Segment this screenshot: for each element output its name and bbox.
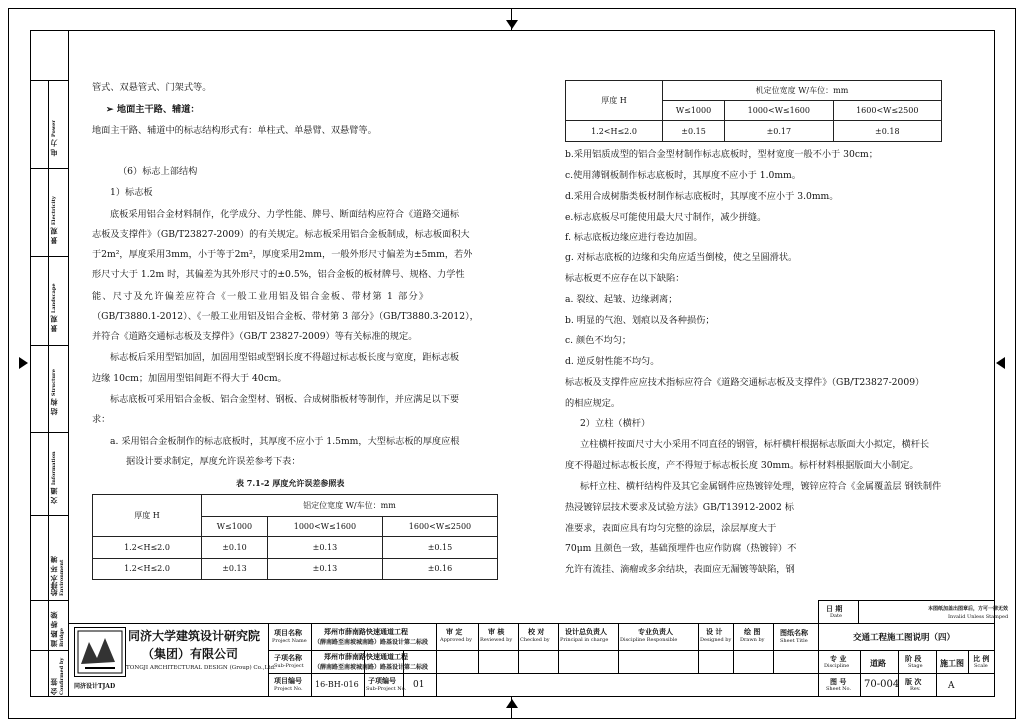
table-cell: ±0.15 <box>382 537 497 559</box>
table-cell: ±0.13 <box>267 537 382 559</box>
role-discipline: 专业负责人 <box>638 627 673 636</box>
rev-label-en: Rev. <box>910 686 921 692</box>
stamp-note: 本图纸加盖出图章后，方可一律无效 <box>928 606 1009 612</box>
table-col-header: W≤1000 <box>202 517 268 537</box>
right-line: 70μm 且颜色一致，基础预埋件也应作防腐（热镀锌）不 <box>565 543 797 554</box>
side-label-bridge <box>50 603 66 647</box>
side-label-landscape <box>50 272 58 332</box>
role-designed-en: Designed by <box>700 637 732 643</box>
sidebar-row-line <box>30 650 68 651</box>
title-block-line <box>268 623 269 696</box>
title-block-line <box>936 650 937 696</box>
scale-label-en: Scale <box>974 663 988 669</box>
table-cell: ±0.17 <box>725 121 833 142</box>
table-cell: ±0.13 <box>267 558 382 580</box>
sub-project-label: 子项名称 <box>274 653 302 662</box>
title-block-line <box>968 650 969 673</box>
discipline: 道路 <box>870 658 886 668</box>
company-name-cn-2: （集团）有限公司 <box>142 647 239 661</box>
side-label-en: Information <box>51 451 57 486</box>
side-label-cn: 结 构 <box>49 398 58 415</box>
table-group-header: 机定位宽度 W/车位：mm <box>663 81 942 101</box>
title-block-line <box>436 673 818 674</box>
side-label-cn: 道 路 桥 梁 <box>49 611 58 647</box>
table-cell: ±0.10 <box>202 537 268 559</box>
role-principal-en: Principal in charge <box>560 637 609 643</box>
side-label-cn: 给排水 环 境 <box>49 556 58 596</box>
side-label-cn: 交 通 <box>49 487 58 504</box>
table-col-header: 1600<W≤2500 <box>382 517 497 537</box>
side-label-cn: 电 力 <box>49 139 58 156</box>
table-col-header: 厚度 H <box>93 495 202 537</box>
left-line: 管式、双悬管式、门架式等。 <box>92 82 212 93</box>
table-caption: 表 7.1-2 厚度允许误差参照表 <box>236 478 345 488</box>
side-label-confirmed <box>50 653 66 695</box>
table-col-header: 1600<W≤2500 <box>833 101 941 121</box>
right-line: c.使用薄钢板制作标志底板时，其厚度不应小于 1.0mm。 <box>565 170 801 181</box>
title-block-line <box>733 623 734 673</box>
table-cell: ±0.16 <box>382 558 497 580</box>
table-row <box>566 121 942 142</box>
discipline-label-en: Discipline <box>824 663 850 669</box>
table-row <box>93 558 498 580</box>
sheet-title: 交通工程施工图说明（四） <box>853 633 956 643</box>
table-cell: ±0.13 <box>202 558 268 580</box>
right-line: e.标志底板尽可能使用最大尺寸制作，减少拼缝。 <box>565 212 767 223</box>
role-drawn: 绘 图 <box>744 627 761 636</box>
right-line: a. 裂纹、起皱、边缘剥离； <box>565 294 678 305</box>
left-line: a. 采用铝合金板制作的标志底板时，其厚度不应小于 1.5mm，大型标志板的厚度应根 <box>110 436 460 447</box>
rev: A <box>948 681 955 691</box>
sub-no: 01 <box>413 680 425 690</box>
logo-mark-icon <box>75 628 125 676</box>
title-block-line <box>436 623 437 696</box>
left-center-arrow-icon <box>19 357 28 369</box>
title-block-line <box>311 623 312 696</box>
role-approved-en: Approved by <box>440 637 473 643</box>
table-col-header: 1000<W≤1600 <box>725 101 833 121</box>
project-no-label-en: Project No. <box>274 686 303 692</box>
right-line: 度不得超过标志板长度，产不得短于标志板长度 30mm。标杆材料根据版面大小制定。 <box>565 460 919 471</box>
bottom-center-arrow-icon <box>506 699 518 708</box>
project-name-label-en: Project Name <box>272 638 307 644</box>
role-checked-en: Checked by <box>520 637 550 643</box>
role-drawn-en: Drawn by <box>740 637 765 643</box>
company-name-en: TONGJI ARCHITECTURAL DESIGN (Group) Co.,Ltd. <box>126 665 276 671</box>
left-line: 于2m²，厚度采用3mm，小于等于2m²，厚度采用2mm，一般外形尺寸偏差为±5mm，若外 <box>92 249 473 260</box>
title-block-line <box>773 623 774 673</box>
right-line: d.采用合成树脂类板材制作标志底板时，其厚度不应小于 3.0mm。 <box>565 191 839 202</box>
side-label-en: Confirmed by <box>59 657 65 695</box>
right-line: c. 颜色不均匀； <box>565 335 632 346</box>
sub-project-name-2: （薛南路至南坡城南路）路基设计第二标段 <box>314 664 429 671</box>
side-label-cn: 会 签 <box>49 678 58 695</box>
title-block-top-line <box>818 600 995 601</box>
role-principal: 设计总负责人 <box>565 627 607 636</box>
sidebar-row-line <box>30 515 68 516</box>
left-line: 标志底板可采用铝合金板、铝合金型材、钢板、合成树脂板材等制作，并应满足以下要 <box>110 394 460 405</box>
left-line: （GB/T3880.1-2012）、《一般工业用铝及铝合金板、带材第 3 部分》（GB/T3880.3-2012）， <box>92 311 479 322</box>
sidebar-row-line <box>30 345 68 346</box>
right-line: 允许有流挂、滴瘤或多余结块，表面应无漏镀等缺陷，钢 <box>565 564 795 575</box>
title-block-line <box>860 650 861 696</box>
title-block-line <box>618 623 619 673</box>
title-block-line <box>698 623 699 673</box>
top-center-arrow-icon <box>506 20 518 29</box>
role-reviewed-en: Reviewed by <box>480 637 513 643</box>
sheet-no: 70-004 <box>864 679 900 690</box>
right-line: 立柱横杆按面尺寸大小采用不同直径的钢管，标杆横杆根据标志版面大小拟定，横杆长 <box>580 439 930 450</box>
right-line: 准要求，表面应具有均匀完整的涂层，涂层厚度大于 <box>565 523 777 534</box>
rev-label: 版 次 <box>905 677 922 686</box>
table-group-header: 铝定位宽度 W/车位：mm <box>202 495 498 517</box>
project-no-label: 项目编号 <box>274 676 302 685</box>
sidebar-mid-line <box>48 80 49 697</box>
thickness-tolerance-table-right <box>565 80 942 142</box>
sub-project-label-en: Sub-Project <box>274 663 304 669</box>
title-block-line <box>68 696 995 697</box>
date-label-en: Date <box>830 613 842 619</box>
table-row <box>93 537 498 559</box>
title-block-line <box>558 623 559 673</box>
sidebar-row-line <box>30 168 68 169</box>
project-name: 郑州市薛南路快速通道工程 <box>324 627 408 636</box>
table-col-header: 1000<W≤1600 <box>267 517 382 537</box>
side-label-en: Power <box>51 120 57 138</box>
company-logo <box>74 627 126 677</box>
title-block-line <box>478 623 479 673</box>
subsection-heading: 1）标志板 <box>110 187 153 198</box>
right-line: b. 明显的气泡、划痕以及各种损伤； <box>565 315 715 326</box>
top-tick <box>511 8 512 30</box>
sheet-title-label-en: Sheet Title <box>780 638 808 644</box>
title-block-line <box>518 623 519 673</box>
subsection-heading: 2）立柱（横杆） <box>580 418 651 429</box>
stage: 施工图 <box>940 658 964 668</box>
sidebar-top-line <box>30 80 68 81</box>
sidebar-row-line <box>30 432 68 433</box>
left-line: 标志板后采用型铝加固，加固用型铝或型钢长度不得超过标志板长度与宽度，距标志板 <box>110 352 460 363</box>
sheet-title-label: 图纸名称 <box>780 628 808 637</box>
right-line: 的相应规定。 <box>565 398 621 409</box>
table-cell: ±0.15 <box>663 121 725 142</box>
title-block <box>68 600 1009 697</box>
title-block-line <box>858 600 859 623</box>
side-label-information <box>50 440 58 504</box>
sheet-no-label: 图 号 <box>830 677 847 686</box>
project-name-label: 项目名称 <box>274 628 302 637</box>
table-cell: ±0.18 <box>833 121 941 142</box>
left-line: 志板及支撑件》（GB/T23827-2009）的有关规定。标志板采用铝合金板制成，标志板面积大 <box>92 229 470 240</box>
title-block-line <box>818 673 995 674</box>
role-checked: 校 对 <box>528 627 545 636</box>
role-designed: 设 计 <box>706 627 723 636</box>
table-cell: 1.2<H≤2.0 <box>93 537 202 559</box>
sub-project-name: 郑州市薛南路快速通道工程 <box>324 652 408 661</box>
side-label-en: Environment <box>59 559 65 596</box>
left-line: 边缘 10cm；加固用型铝间距不得大于 40cm。 <box>92 373 287 384</box>
left-line: 求： <box>92 414 111 425</box>
table-cell: 1.2<H≤2.0 <box>93 558 202 580</box>
side-label-environment <box>50 520 66 596</box>
right-center-arrow-icon <box>996 357 1005 369</box>
left-line: 底板采用铝合金材料制作，化学成分、力学性能、牌号、断面结构应符合《道路交通标 <box>110 209 460 220</box>
left-line: 地面主干路、辅道中的标志结构形式有：单柱式、单悬臂、双悬臂等。 <box>92 125 377 136</box>
side-label-en: Electricity <box>51 196 57 226</box>
date-label: 日 期 <box>826 604 843 613</box>
right-line: 标杆立柱、横杆结构件及其它金属钢件应热镀锌处理，镀锌应符合《金属覆盖层 钢铁制件 <box>580 481 942 492</box>
discipline-label: 专 业 <box>830 654 847 663</box>
side-label-en: Bridge <box>59 628 65 647</box>
project-no: 16-BH-016 <box>315 680 359 689</box>
role-approved: 审 定 <box>446 627 463 636</box>
company-name-cn: 同济大学建筑设计研究院 <box>128 629 261 643</box>
title-block-line <box>818 600 819 696</box>
side-label-cn: 景 观 <box>49 315 58 332</box>
section-heading: （6）标志上部结构 <box>118 166 198 177</box>
right-line: 标志板更不应存在以下缺陷： <box>565 273 685 284</box>
left-line: 据设计要求制定，厚度允许误差参考下表： <box>126 456 301 467</box>
side-label-electricity <box>50 184 58 244</box>
stage-label: 阶 段 <box>905 654 922 663</box>
right-line: f. 标志底板边缘应进行卷边加固。 <box>565 232 703 243</box>
table-col-header: 厚度 H <box>566 81 663 121</box>
logo-caption: 同济设计TJAD <box>74 683 116 690</box>
sub-no-label-en: Sub-Project No. <box>366 686 407 692</box>
sidebar-divider <box>68 30 69 697</box>
stamp-note-en: Invalid Unless Stamped <box>948 614 1009 620</box>
sheet-no-label-en: Sheet No. <box>826 686 852 692</box>
side-label-en: Structure <box>51 369 57 397</box>
thickness-tolerance-table-left <box>92 494 498 580</box>
right-line: d. 逆反射性能不均匀。 <box>565 356 660 367</box>
sub-no-label: 子项编号 <box>368 676 396 685</box>
sidebar-row-line <box>30 600 68 601</box>
title-block-line <box>68 623 995 624</box>
right-line: 热浸镀锌层技术要求及试验方法》GB/T13912-2002 标 <box>565 502 794 513</box>
side-label-cn: 景 观 <box>49 227 58 244</box>
left-line: 并符合《道路交通标志板及支撑件》（GB/T 23827-2009）等有关标准的规定。 <box>92 331 418 342</box>
scale-label: 比 例 <box>973 654 990 663</box>
table-cell: 1.2<H≤2.0 <box>566 121 663 142</box>
right-line: g. 对标志底板的边缘和尖角应适当倒棱，使之呈圆滑状。 <box>565 252 798 263</box>
sidebar-row-line <box>30 256 68 257</box>
right-line: b.采用铝质成型的铝合金型材制作标志底板时，型材宽度一般不小于 30cm； <box>565 149 878 160</box>
left-line: ➢ 地面主干路、辅道： <box>106 104 200 115</box>
table-col-header: W≤1000 <box>663 101 725 121</box>
side-label-power <box>50 96 58 156</box>
side-label-en: Landscape <box>51 283 57 314</box>
bottom-tick <box>511 697 512 719</box>
left-line: 能、尺寸及允许偏差应符合《一般工业用铝及铝合金板、带材第 1 部分》 <box>92 291 430 302</box>
left-line: 形尺寸大于 1.2m 时，其偏差为其外形尺寸的±0.5%，铝合金板的板材牌号、规格、力学性 <box>92 269 465 280</box>
side-label-structure <box>50 355 58 415</box>
right-line: 标志板及支撑件应应技术指标应符合《道路交通标志板及支撑件》（GB/T23827-2009） <box>565 377 925 388</box>
stage-label-en: Stage <box>908 663 923 669</box>
role-discipline-en: Discipline Responsible <box>620 637 678 643</box>
role-reviewed: 审 核 <box>488 627 505 636</box>
project-name-2: （薛南路至南坡城南路）路基设计第二标段 <box>314 639 429 646</box>
